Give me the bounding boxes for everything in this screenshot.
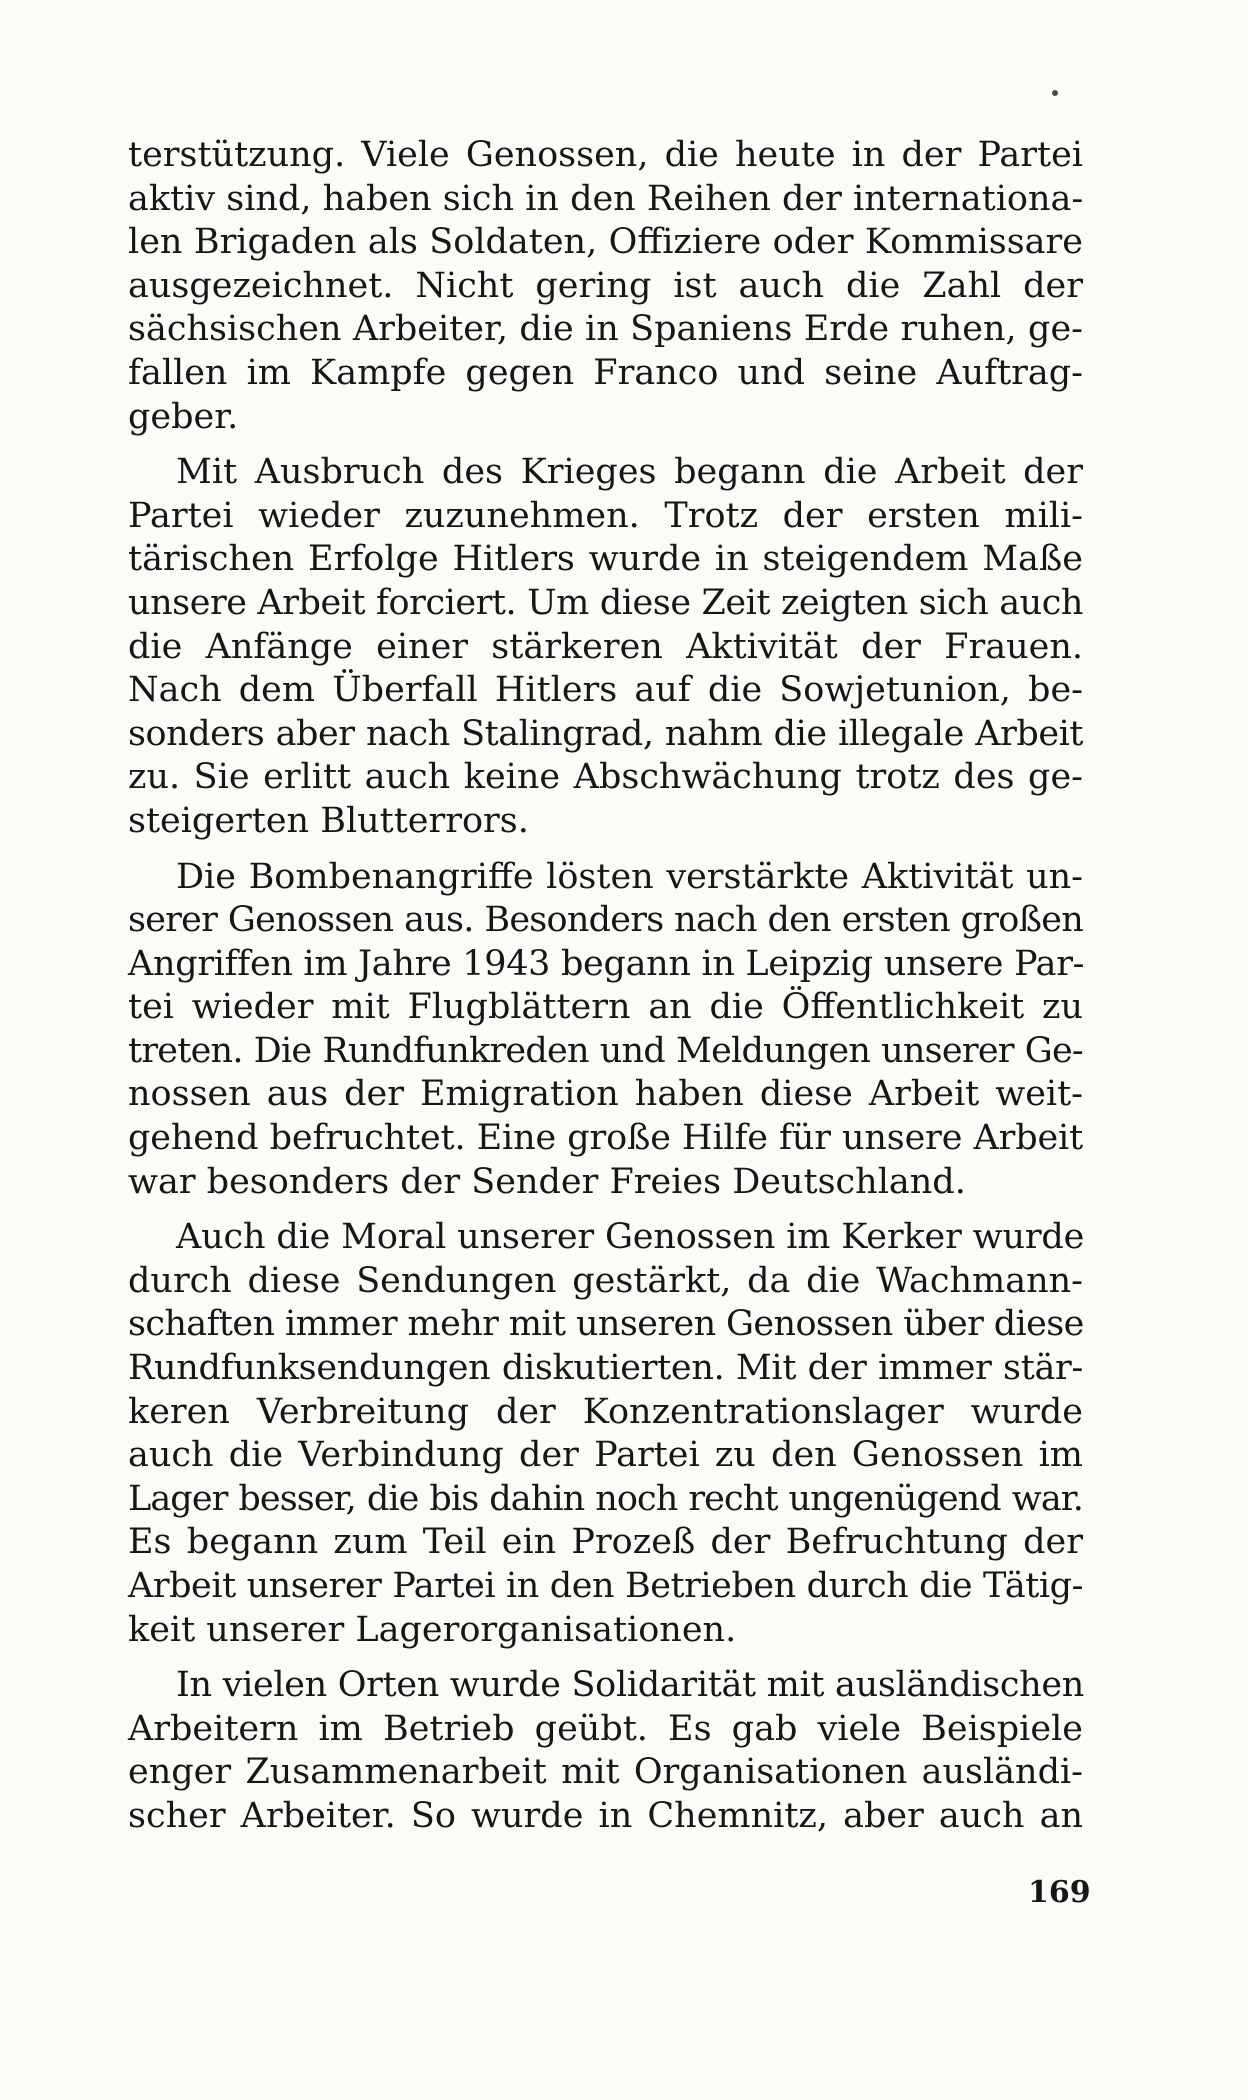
text-line: tärischen Erfolge Hitlers wurde in steigendem Maße: [128, 539, 1083, 580]
text-line: Angriffen im Jahre 1943 begann in Leipzig unsere Par-: [128, 943, 1085, 984]
text-line: Arbeit unserer Partei in den Betrieben durch die Tätig-: [128, 1566, 1083, 1606]
text-line: treten. Die Rundfunkreden und Meldungen unserer Ge-: [128, 1030, 1083, 1071]
text-line: steigerten Blutterrors.: [128, 800, 529, 841]
text-line: schaften immer mehr mit unseren Genossen über diese: [128, 1304, 1084, 1345]
text-line: nossen aus der Emigration haben diese Arbeit weit-: [128, 1074, 1083, 1115]
text-line: gehend befruchtet. Eine große Hilfe für unsere Arbeit: [128, 1118, 1083, 1159]
text-line: Rundfunksendungen diskutierten. Mit der immer stär-: [128, 1348, 1083, 1389]
text-line: Arbeitern im Betrieb geübt. Es gab viele Beispiele: [128, 1708, 1083, 1749]
text-line: durch diese Sendungen gestärkt, da die Wachmann-: [128, 1260, 1083, 1301]
text-line: enger Zusammenarbeit mit Organisationen ausländi-: [128, 1752, 1083, 1793]
text-line: Mit Ausbruch des Krieges begann die Arbeit der: [176, 452, 1083, 493]
text-line: auch die Verbindung der Partei zu den Genossen im: [128, 1435, 1083, 1476]
text-line: die Anfänge einer stärkeren Aktivität der Frauen.: [128, 626, 1083, 667]
text-line: Auch die Moral unserer Genossen im Kerker wurde: [176, 1217, 1085, 1258]
text-line: geber.: [128, 396, 239, 437]
text-line: ausgezeichnet. Nicht gering ist auch die Zahl der: [128, 265, 1083, 306]
text-line: sächsischen Arbeiter, die in Spaniens Erde ruhen, ge-: [128, 309, 1083, 350]
text-line: Die Bombenangriffe lösten verstärkte Aktivität un-: [176, 856, 1083, 897]
text-line: terstützung. Viele Genossen, die heute in der Partei: [128, 135, 1083, 175]
text-line: keit unserer Lagerorganisationen.: [128, 1609, 737, 1650]
paragraph-4: [128, 1216, 1083, 1652]
paragraph-1: [128, 134, 1083, 439]
page-number: 169: [1028, 1875, 1091, 1910]
text-line: In vielen Orten wurde Solidarität mit ausländischen: [176, 1665, 1085, 1706]
text-line: zu. Sie erlitt auch keine Abschwächung trotz des ge-: [128, 757, 1083, 798]
paragraph-3: [128, 856, 1083, 1205]
text-line: Es begann zum Teil ein Prozeß der Befruchtung der: [128, 1522, 1083, 1563]
text-line: Lager besser, die bis dahin noch recht ungenügend war.: [128, 1478, 1083, 1519]
text-line: unsere Arbeit forciert. Um diese Zeit zeigten sich auch: [128, 582, 1083, 623]
print-speck: [1052, 90, 1058, 96]
body-text: [128, 134, 1083, 1839]
text-line: aktiv sind, haben sich in den Reihen der internationa-: [128, 178, 1084, 219]
text-line: scher Arbeiter. So wurde in Chemnitz, aber auch an: [128, 1795, 1083, 1836]
paragraph-5: [128, 1664, 1083, 1838]
text-line: fallen im Kampfe gegen Franco und seine Auftrag-: [128, 352, 1083, 393]
text-line: serer Genossen aus. Besonders nach den ersten großen: [128, 900, 1083, 941]
text-line: Nach dem Überfall Hitlers auf die Sowjetunion, be-: [128, 670, 1083, 711]
text-line: war besonders der Sender Freies Deutschland.: [128, 1161, 966, 1202]
text-line: tei wieder mit Flugblättern an die Öffentlichkeit zu: [128, 987, 1083, 1028]
text-line: len Brigaden als Soldaten, Offiziere oder Kommissare: [128, 222, 1083, 263]
text-line: sonders aber nach Stalingrad, nahm die illegale Arbeit: [128, 713, 1083, 754]
text-line: keren Verbreitung der Konzentrationslager wurde: [128, 1391, 1083, 1432]
paragraph-2: [128, 451, 1083, 843]
text-line: Partei wieder zuzunehmen. Trotz der ersten mili-: [128, 495, 1083, 536]
